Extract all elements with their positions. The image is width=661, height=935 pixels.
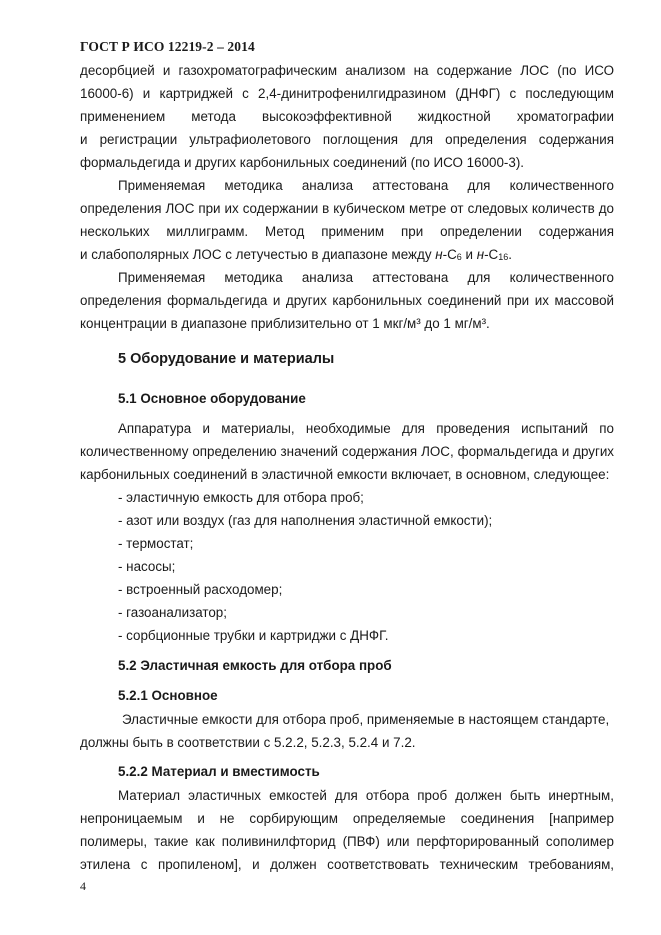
text-line: концентрации в диапазоне приблизительно от 1 мкг/м³ до 1 мг/м³. [80, 316, 490, 331]
text-line: должны быть в соответствии с 5.2.2, 5.2.3, 5.2.4 и 7.2. [80, 735, 416, 750]
text-line: непроницаемым и не сорбирующим определяемые соединения [например [80, 811, 614, 826]
formula-subscript: 6 [456, 252, 462, 262]
text-line: Аппаратура и материалы, необходимые для проведения испытаний по [118, 421, 614, 436]
subsection-heading: 5.2 Эластичная емкость для отбора проб [118, 658, 392, 673]
text-line: формальдегида и других карбонильных соединений (по ИСО 16000-3). [80, 155, 525, 170]
section-heading: 5 Оборудование и материалы [118, 351, 335, 367]
text-line: и регистрации ультрафиолетового поглощения для определения содержания [80, 132, 614, 147]
list-item: - встроенный расходомер; [118, 582, 283, 597]
formula-c: -С [442, 247, 457, 262]
formula-italic-n: н [476, 247, 485, 262]
text-span: и [461, 247, 477, 262]
text-line: карбонильных соединений в эластичной емкости включает, в основном, следующее: [80, 467, 610, 482]
subsection-heading: 5.1 Основное оборудование [118, 391, 306, 406]
text-line: 16000-6) и картриджей с 2,4-динитрофенилгидразином (ДНФГ) с последующим [80, 86, 614, 101]
text-line: количественному определению значений содержания ЛОС, формальдегида и других [80, 444, 614, 459]
text-line: определения ЛОС при их содержании в кубическом метре от следовых количеств до [80, 201, 614, 216]
text-line: нескольких миллиграмм. Метод применим при определении содержания [80, 224, 614, 239]
text-line: Материал эластичных емкостей для отбора проб должен быть инертным, [118, 788, 614, 803]
list-item: - эластичную емкость для отбора проб; [118, 490, 364, 505]
list-item: - сорбционные трубки и картриджи с ДНФГ. [118, 628, 389, 643]
formula-italic-n: н [435, 247, 443, 262]
text-line: полимеры, такие как поливинилфторид (ПВФ) или перфторированный сополимер [80, 834, 614, 849]
document-header: ГОСТ Р ИСО 12219-2 – 2014 [80, 39, 255, 54]
formula-subscript: 16 [498, 252, 509, 262]
list-item: - насосы; [118, 559, 176, 574]
text-line: десорбцией и газохроматографическим анализом на содержание ЛОС (по ИСО [80, 63, 614, 78]
subsection-heading: 5.2.1 Основное [118, 688, 218, 703]
text-line: применением метода высокоэффективной жидкостной хроматографии [80, 109, 614, 124]
text-line: Эластичные емкости для отбора проб, применяемые в настоящем стандарте, [122, 712, 610, 727]
formula-c: -С [484, 247, 499, 262]
subsection-heading: 5.2.2 Материал и вместимость [118, 764, 320, 779]
text-span: и слабополярных ЛОС с летучестью в диапазоне между [80, 247, 436, 262]
text-span: . [508, 247, 512, 262]
text-line: определения формальдегида и других карбонильных соединений при их массовой [80, 293, 614, 308]
text-line-with-formula [80, 245, 614, 267]
list-item: - азот или воздух (газ для наполнения эластичной емкости); [118, 513, 493, 528]
text-line: Применяемая методика анализа аттестована для количественного [118, 270, 614, 285]
text-line: Применяемая методика анализа аттестована для количественного [118, 178, 614, 193]
text-line: этилена с пропиленом], и должен соответствовать техническим требованиям, [80, 857, 614, 872]
list-item: - термостат; [118, 536, 194, 551]
list-item: - газоанализатор; [118, 605, 227, 620]
page-number: 4 [80, 879, 86, 893]
